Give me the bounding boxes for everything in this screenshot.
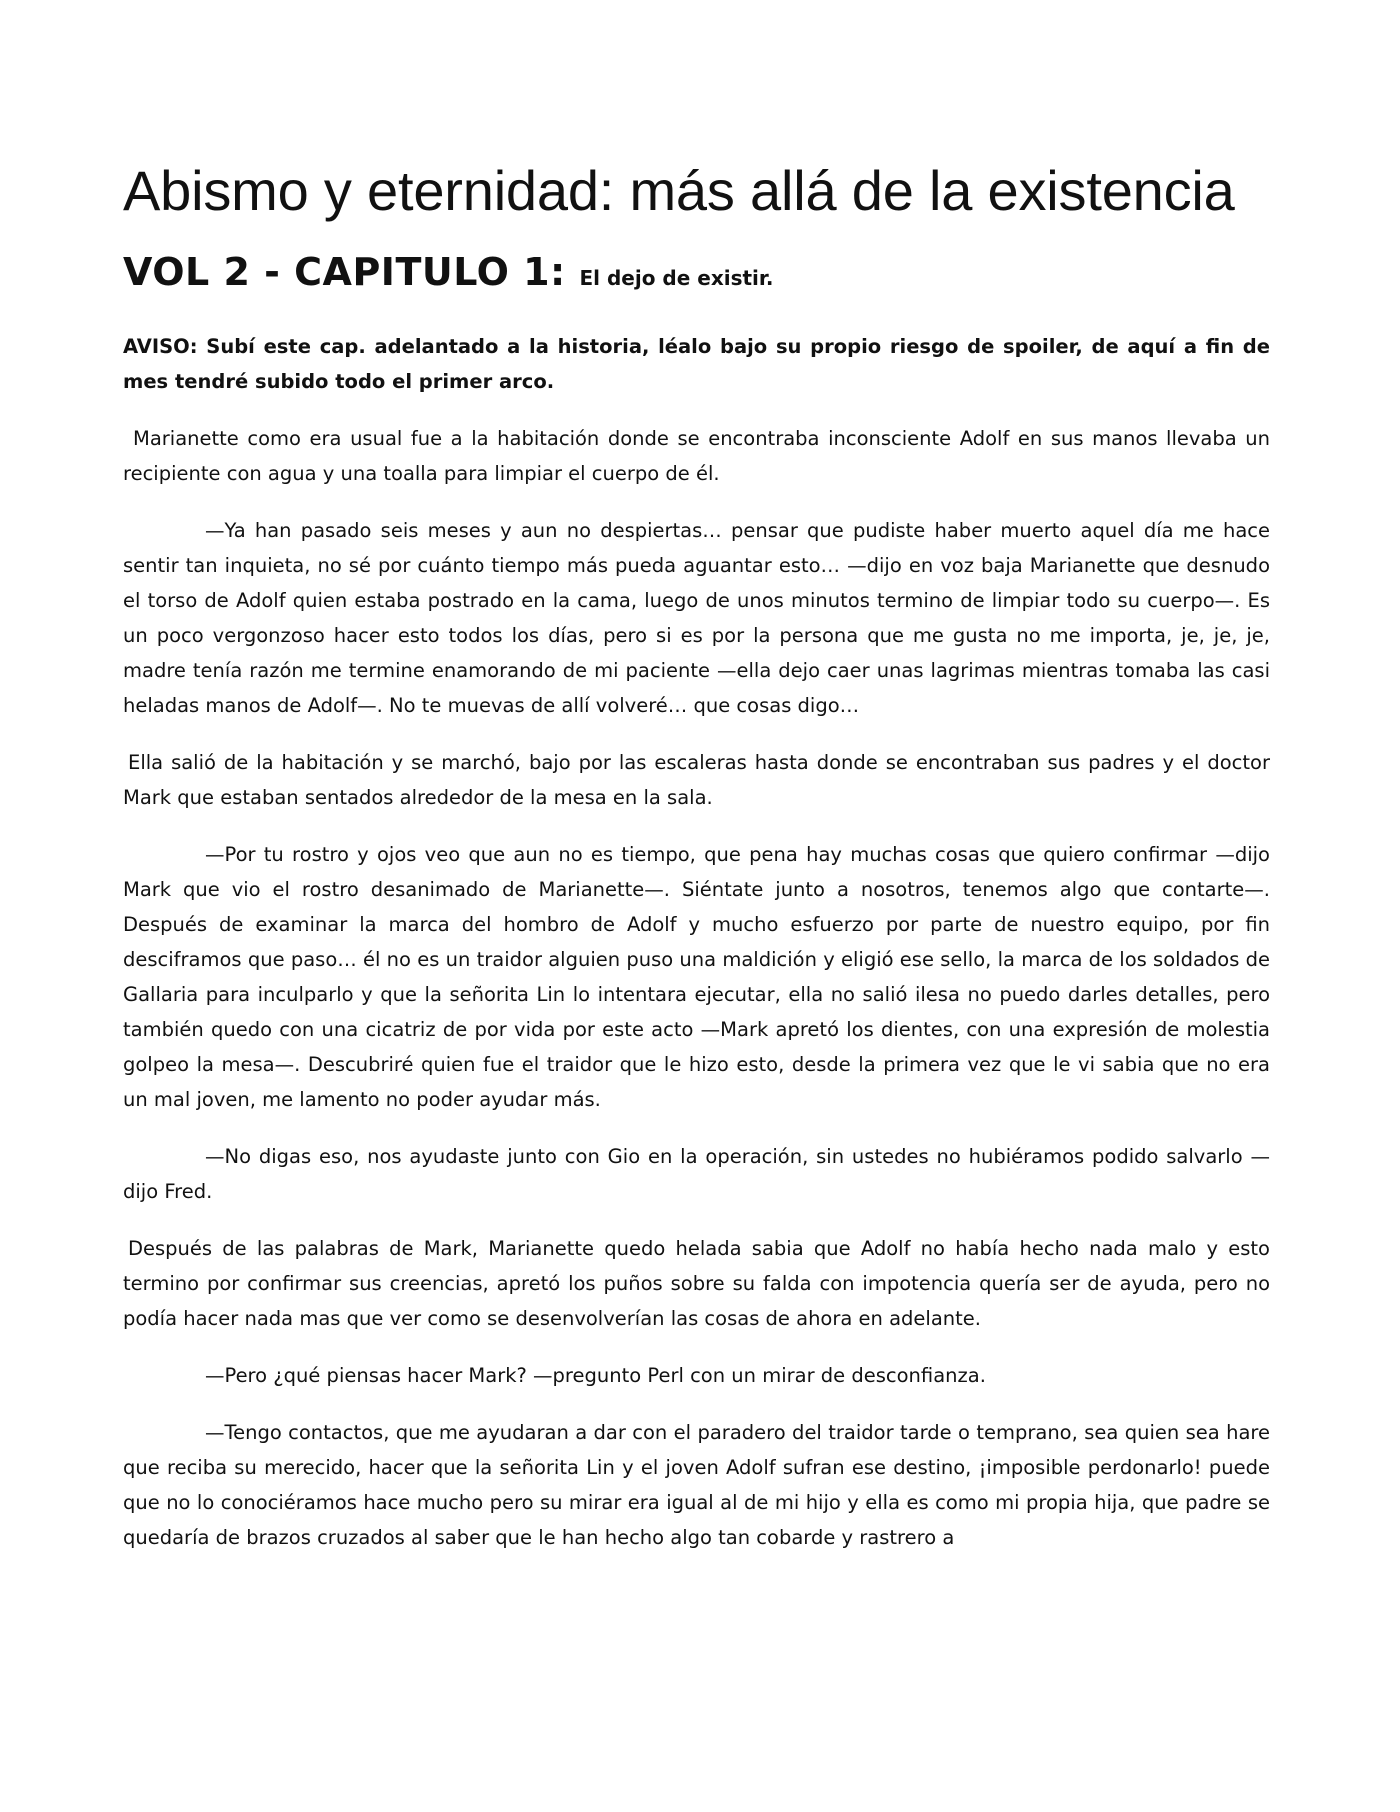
- paragraph-6: Después de las palabras de Mark, Marianette quedo helada sabia que Adolf no había hecho nada malo y esto termino por confirmar sus creencias, apretó los puños sobre su falda con impotencia quería ser de ayuda, pero no podía hacer nada mas que ver como se desenvolverían las cosas de ahora en adelante.: [123, 1237, 1270, 1331]
- paragraph-1: Marianette como era usual fue a la habitación donde se encontraba inconsciente Adolf en sus manos llevaba un recipiente con agua y una toalla para limpiar el cuerpo de él.: [123, 427, 1270, 486]
- document-title: Abismo y eternidad: más allá de la existencia: [123, 159, 1235, 222]
- document-page: [123, 160, 1270, 1577]
- paragraph-2: —Ya han pasado seis meses y aun no despiertas… pensar que pudiste haber muerto aquel día me hace sentir tan inquieta, no sé por cuánto tiempo más pueda aguantar esto… —dijo en voz baja Marianette que desnudo el torso de Adolf quien estaba postrado en la cama, luego de unos minutos termino de limpiar todo su cuerpo—. Es un poco vergonzoso hacer esto todos los días, pero si es por la persona que me gusta no me importa, je, je, je, madre tenía razón me termine enamorando de mi paciente —ella dejo caer unas lagrimas mientras tomaba las casi heladas manos de Adolf—. No te muevas de allí volveré… que cosas digo…: [123, 519, 1270, 718]
- paragraph-3: Ella salió de la habitación y se marchó, bajo por las escaleras hasta donde se encontraban sus padres y el doctor Mark que estaban sentados alrededor de la mesa en la sala.: [123, 751, 1270, 810]
- paragraph-7: —Pero ¿qué piensas hacer Mark? —pregunto Perl con un mirar de desconfianza.: [205, 1364, 986, 1388]
- paragraph-5: —No digas eso, nos ayudaste junto con Gio en la operación, sin ustedes no hubiéramos podido salvarlo —dijo Fred.: [123, 1145, 1270, 1204]
- chapter-heading: [123, 250, 1270, 296]
- paragraph-8: —Tengo contactos, que me ayudaran a dar con el paradero del traidor tarde o temprano, sea quien sea hare que reciba su merecido, hacer que la señorita Lin y el joven Adolf sufran ese destino, ¡imposible perdonarlo! puede que no lo conociéramos hace mucho pero su mirar era igual al de mi hijo y ella es como mi propia hija, que padre se quedaría de brazos cruzados al saber que le han hecho algo tan cobarde y rastrero a: [123, 1421, 1270, 1550]
- chapter-subtitle: El dejo de existir.: [579, 265, 774, 290]
- spoiler-notice: AVISO: Subí este cap. adelantado a la historia, léalo bajo su propio riesgo de spoiler, de aquí a fin de mes tendré subido todo el primer arco.: [123, 335, 1270, 394]
- chapter-heading-label: VOL 2 - CAPITULO 1:: [123, 249, 566, 294]
- paragraph-4: —Por tu rostro y ojos veo que aun no es tiempo, que pena hay muchas cosas que quiero confirmar —dijo Mark que vio el rostro desanimado de Marianette—. Siéntate junto a nosotros, tenemos algo que contarte—. Después de examinar la marca del hombro de Adolf y mucho esfuerzo por parte de nuestro equipo, por fin desciframos que paso… él no es un traidor alguien puso una maldición y eligió ese sello, la marca de los soldados de Gallaria para inculparlo y que la señorita Lin lo intentara ejecutar, ella no salió ilesa no puedo darles detalles, pero también quedo con una cicatriz de por vida por este acto —Mark apretó los dientes, con una expresión de molestia golpeo la mesa—. Descubriré quien fue el traidor que le hizo esto, desde la primera vez que le vi sabia que no era un mal joven, me lamento no poder ayudar más.: [123, 843, 1270, 1112]
